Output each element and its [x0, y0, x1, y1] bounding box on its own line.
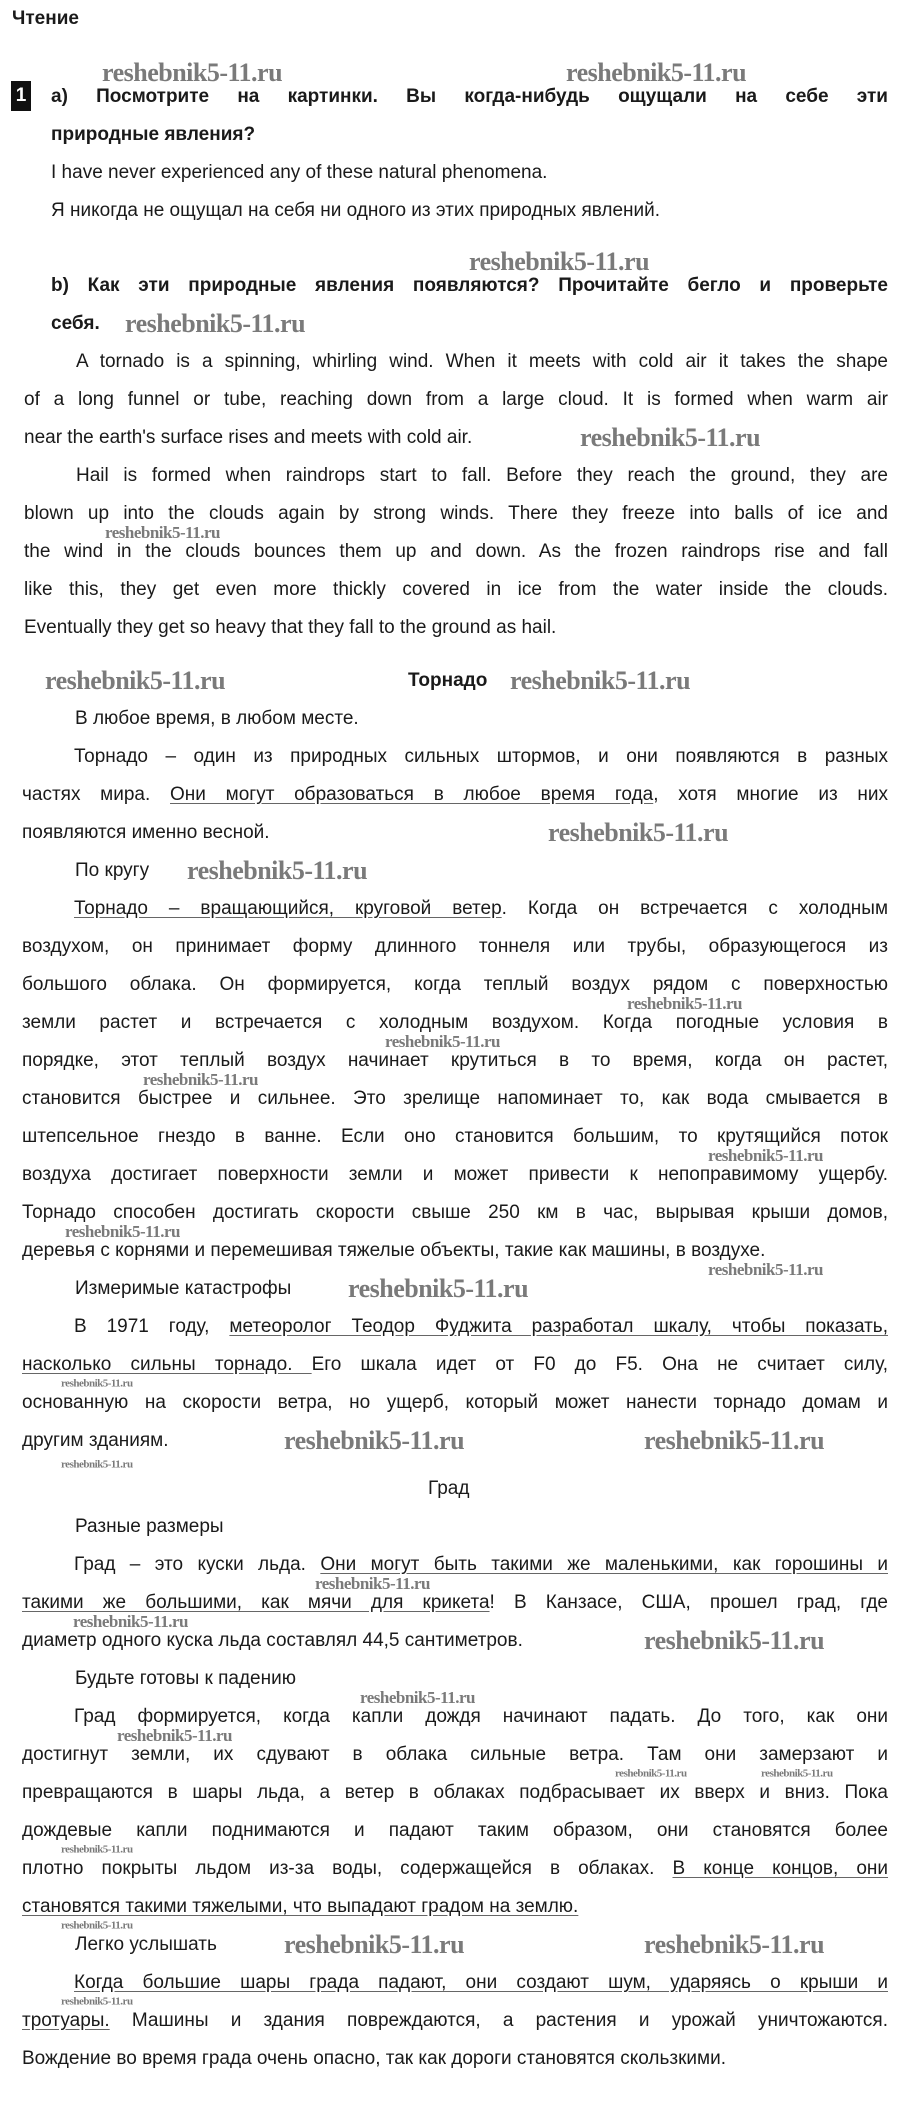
exercise-number-badge: 1: [11, 81, 31, 111]
watermark: reshebnik5-11.ru: [385, 1031, 500, 1051]
watermark: reshebnik5-11.ru: [469, 247, 650, 277]
answer-block: [0, 192, 904, 230]
text-segment: ! В Канзасе, США, прошел град, где: [489, 1592, 888, 1613]
watermark: reshebnik5-11.ru: [61, 1377, 133, 1390]
section-title: Чтение: [12, 8, 79, 29]
text-line: [22, 1850, 888, 1888]
watermark: reshebnik5-11.ru: [580, 423, 761, 453]
text-line: [24, 343, 888, 381]
text-line: [24, 457, 888, 495]
text-segment: Град формируется, когда капли дождя начинают падать. До того, как они: [74, 1706, 888, 1727]
text-line: [22, 1584, 888, 1622]
text-line: [24, 609, 888, 647]
text-segment: blown up into the clouds again by strong winds. There they freeze into balls of ice and: [24, 503, 888, 524]
watermark: reshebnik5-11.ru: [615, 1767, 687, 1780]
question-block: [0, 78, 904, 154]
watermark: reshebnik5-11.ru: [644, 1626, 825, 1656]
text-segment: Машины и здания повреждаются, а растения и урожай уничтожаются.: [109, 2010, 888, 2031]
watermark: reshebnik5-11.ru: [348, 1274, 529, 1304]
text-line: [22, 1698, 888, 1736]
text-segment: В любое время, в любом месте.: [75, 708, 359, 729]
text-segment: другим зданиям.: [22, 1430, 169, 1451]
text-line: [22, 966, 888, 1004]
text-segment: Его шкала идет от F0 до F5. Она не считает силу,: [311, 1354, 888, 1375]
watermark: reshebnik5-11.ru: [117, 1725, 232, 1745]
text-segment: b) Как эти природные явления появляются? Прочитайте бегло и проверьте: [51, 275, 888, 296]
text-segment: the wind in the clouds bounces them up and down. As the frozen raindrops rise and fall: [24, 541, 888, 562]
para-block: [0, 1964, 904, 2078]
text-segment: Торнадо способен достигать скорости свыше 250 км в час, вырывая крыши домов,: [22, 1202, 888, 1223]
text-segment: I have never experienced any of these natural phenomena.: [51, 162, 548, 183]
text-segment: порядке, этот теплый воздух начинает крутиться в то время, когда он растет,: [22, 1050, 888, 1071]
text-line: [24, 533, 888, 571]
text-segment: воздуха достигает поверхности земли и может привести к непоправимому ущербу.: [22, 1164, 888, 1185]
section-heading: [0, 1470, 904, 1508]
text-line: [22, 1156, 888, 1194]
text-segment: плотно покрыты льдом из-за воды, содержащейся в облаках.: [22, 1858, 673, 1879]
text-line: [22, 776, 888, 814]
text-line: [22, 1042, 888, 1080]
answer-block: [0, 154, 904, 192]
underlined-text: Когда большие шары града падают, они создают шум, ударяясь о крыши и: [74, 1972, 888, 1993]
text-line: [22, 1080, 888, 1118]
text-line: [0, 1470, 904, 1508]
text-segment: себя.: [51, 313, 100, 334]
text-segment: near the earth's surface rises and meets with cold air.: [24, 427, 473, 448]
text-line: [22, 1546, 888, 1584]
text-line: [22, 1004, 888, 1042]
subheading: [0, 1270, 904, 1308]
text-segment: like this, they get even more thickly covered in ice from the water inside the clouds.: [24, 579, 888, 600]
underlined-text: Они могут быть такими же маленькими, как горошины и: [320, 1554, 888, 1575]
text-segment: Торнадо: [408, 670, 488, 691]
para-block: [0, 738, 904, 852]
text-line: [0, 700, 904, 738]
watermark: reshebnik5-11.ru: [105, 522, 220, 542]
text-segment: дождевые капли поднимаются и падают таким образом, они становятся более: [22, 1820, 888, 1841]
text-segment: а) Посмотрите на картинки. Вы когда-нибудь ощущали на себе эти: [51, 86, 888, 107]
text-line: [22, 1812, 888, 1850]
text-segment: диаметр одного куска льда составлял 44,5 сантиметров.: [22, 1630, 523, 1651]
underlined-text: насколько сильны торнадо.: [22, 1354, 312, 1375]
text-segment: Будьте готовы к падению: [75, 1668, 296, 1689]
text-segment: штепсельное гнездо в ванне. Если оно становится большим, то крутящийся поток: [22, 1126, 888, 1147]
subheading: [0, 852, 904, 890]
para-block: [0, 1698, 904, 1926]
underlined-text: метеоролог Теодор Фуджита разработал шкалу, чтобы показать,: [229, 1316, 888, 1337]
text-line: [22, 890, 888, 928]
text-segment: достигнут земли, их сдувают в облака сильные ветра. Там они замерзают и: [22, 1744, 888, 1765]
text-segment: Hail is formed when raindrops start to fall. Before they reach the ground, they are: [76, 465, 888, 486]
question-block: [0, 267, 904, 343]
text-segment: В 1971 году,: [74, 1316, 230, 1337]
para-block: [0, 1308, 904, 1460]
watermark: reshebnik5-11.ru: [360, 1687, 475, 1707]
text-line: [0, 192, 904, 230]
underlined-text: Они могут образоваться в любое время года: [170, 784, 654, 805]
text-line: [22, 738, 888, 776]
watermark: reshebnik5-11.ru: [61, 1919, 133, 1932]
text-line: [24, 495, 888, 533]
text-line: [0, 116, 888, 154]
text-segment: A tornado is a spinning, whirling wind. When it meets with cold air it takes the shape: [76, 351, 888, 372]
text-segment: основанную на скорости ветра, но ущерб, который может нанести торнадо домам и: [22, 1392, 888, 1413]
watermark: reshebnik5-11.ru: [61, 1995, 133, 2008]
underlined-text: Торнадо – вращающийся, круговой ветер: [74, 898, 502, 919]
text-segment: Разные размеры: [75, 1516, 224, 1537]
watermark: reshebnik5-11.ru: [143, 1069, 258, 1089]
text-line: [22, 2002, 888, 2040]
watermark: reshebnik5-11.ru: [125, 309, 306, 339]
text-line: [0, 267, 888, 305]
text-line: [22, 1422, 888, 1460]
text-line: [0, 305, 888, 343]
text-segment: Легко услышать: [75, 1934, 217, 1955]
text-line: [0, 78, 888, 116]
text-line: [22, 1346, 888, 1384]
watermark: reshebnik5-11.ru: [644, 1426, 825, 1456]
text-segment: Торнадо – один из природных сильных штормов, и они появляются в разных: [74, 746, 888, 767]
text-line: [22, 1194, 888, 1232]
text-segment: становится быстрее и сильнее. Это зрелище напоминает то, как вода смывается в: [22, 1088, 888, 1109]
watermark: reshebnik5-11.ru: [644, 1930, 825, 1960]
watermark: reshebnik5-11.ru: [627, 993, 742, 1013]
text-line: [0, 1926, 904, 1964]
text-segment: Град: [428, 1478, 470, 1499]
watermark: reshebnik5-11.ru: [284, 1426, 465, 1456]
text-segment: большого облака. Он формируется, когда теплый воздух рядом с поверхностью: [22, 974, 888, 995]
text-line: [22, 928, 888, 966]
subheading: [0, 1508, 904, 1546]
text-segment: Вождение во время града очень опасно, так как дороги становятся скользкими.: [22, 2048, 726, 2069]
subheading: [0, 1660, 904, 1698]
text-segment: По кругу: [75, 860, 150, 881]
text-line: [0, 662, 904, 700]
para-block: [0, 890, 904, 1270]
en-para-block: [0, 457, 904, 647]
watermark: reshebnik5-11.ru: [315, 1573, 430, 1593]
watermark: reshebnik5-11.ru: [45, 666, 226, 696]
en-para-block: [0, 343, 904, 457]
text-segment: of a long funnel or tube, reaching down from a large cloud. It is formed when warm air: [24, 389, 888, 410]
text-segment: превращаются в шары льда, а ветер в облаках подбрасывает их вверх и вниз. Пока: [22, 1782, 888, 1803]
text-line: [22, 1232, 888, 1270]
text-segment: частях мира.: [22, 784, 171, 805]
section-heading: [0, 662, 904, 700]
text-segment: Я никогда не ощущал на себя ни одного из этих природных явлений.: [51, 200, 661, 221]
subheading: [0, 1926, 904, 1964]
text-line: [22, 1308, 888, 1346]
subheading: [0, 700, 904, 738]
text-segment: воздухом, он принимает форму длинного тоннеля или трубы, образующегося из: [22, 936, 888, 957]
text-segment: Град – это куски льда.: [74, 1554, 321, 1575]
text-line: [0, 1660, 904, 1698]
watermark: reshebnik5-11.ru: [65, 1221, 180, 1241]
exercise-content: [0, 78, 904, 2078]
text-line: [0, 1270, 904, 1308]
watermark: reshebnik5-11.ru: [61, 1843, 133, 1856]
text-line: [22, 1964, 888, 2002]
watermark: reshebnik5-11.ru: [510, 666, 691, 696]
text-segment: появляются именно весной.: [22, 822, 270, 843]
underlined-text: В конце концов, они: [672, 1858, 889, 1879]
text-line: [24, 381, 888, 419]
watermark: reshebnik5-11.ru: [284, 1930, 465, 1960]
text-line: [22, 1736, 888, 1774]
para-block: [0, 1546, 904, 1660]
text-segment: Измеримые катастрофы: [75, 1278, 292, 1299]
watermark: reshebnik5-11.ru: [566, 58, 747, 88]
text-line: [22, 1888, 888, 1926]
watermark: reshebnik5-11.ru: [102, 58, 283, 88]
text-line: [22, 1774, 888, 1812]
text-segment: земли растет и встречается с холодным воздухом. Когда погодные условия в: [22, 1012, 888, 1033]
text-line: [0, 1508, 904, 1546]
text-line: [24, 571, 888, 609]
watermark: reshebnik5-11.ru: [61, 1458, 133, 1471]
watermark: reshebnik5-11.ru: [708, 1145, 823, 1165]
text-segment: природные явления?: [51, 124, 256, 145]
text-line: [22, 2040, 888, 2078]
watermark: reshebnik5-11.ru: [708, 1259, 823, 1279]
text-line: [22, 814, 888, 852]
text-segment: , хотя многие из них: [653, 784, 889, 805]
text-line: [22, 1118, 888, 1156]
text-segment: Eventually they get so heavy that they fall to the ground as hail.: [24, 617, 557, 638]
watermark: reshebnik5-11.ru: [761, 1767, 833, 1780]
text-line: [22, 1384, 888, 1422]
watermark: reshebnik5-11.ru: [548, 818, 729, 848]
underlined-text: становятся такими тяжелыми, что выпадают градом на землю.: [22, 1896, 579, 1917]
watermark: reshebnik5-11.ru: [187, 856, 368, 886]
text-line: [22, 1622, 888, 1660]
text-segment: . Когда он встречается с холодным: [501, 898, 889, 919]
text-line: [0, 154, 904, 192]
watermark: reshebnik5-11.ru: [73, 1611, 188, 1631]
underlined-text: тротуары.: [22, 2010, 110, 2031]
underlined-text: такими же большими, как мячи для крикета: [22, 1592, 490, 1613]
text-segment: деревья с корнями и перемешивая тяжелые объекты, такие как машины, в воздухе.: [22, 1240, 766, 1261]
text-line: [24, 419, 888, 457]
text-line: [0, 852, 904, 890]
